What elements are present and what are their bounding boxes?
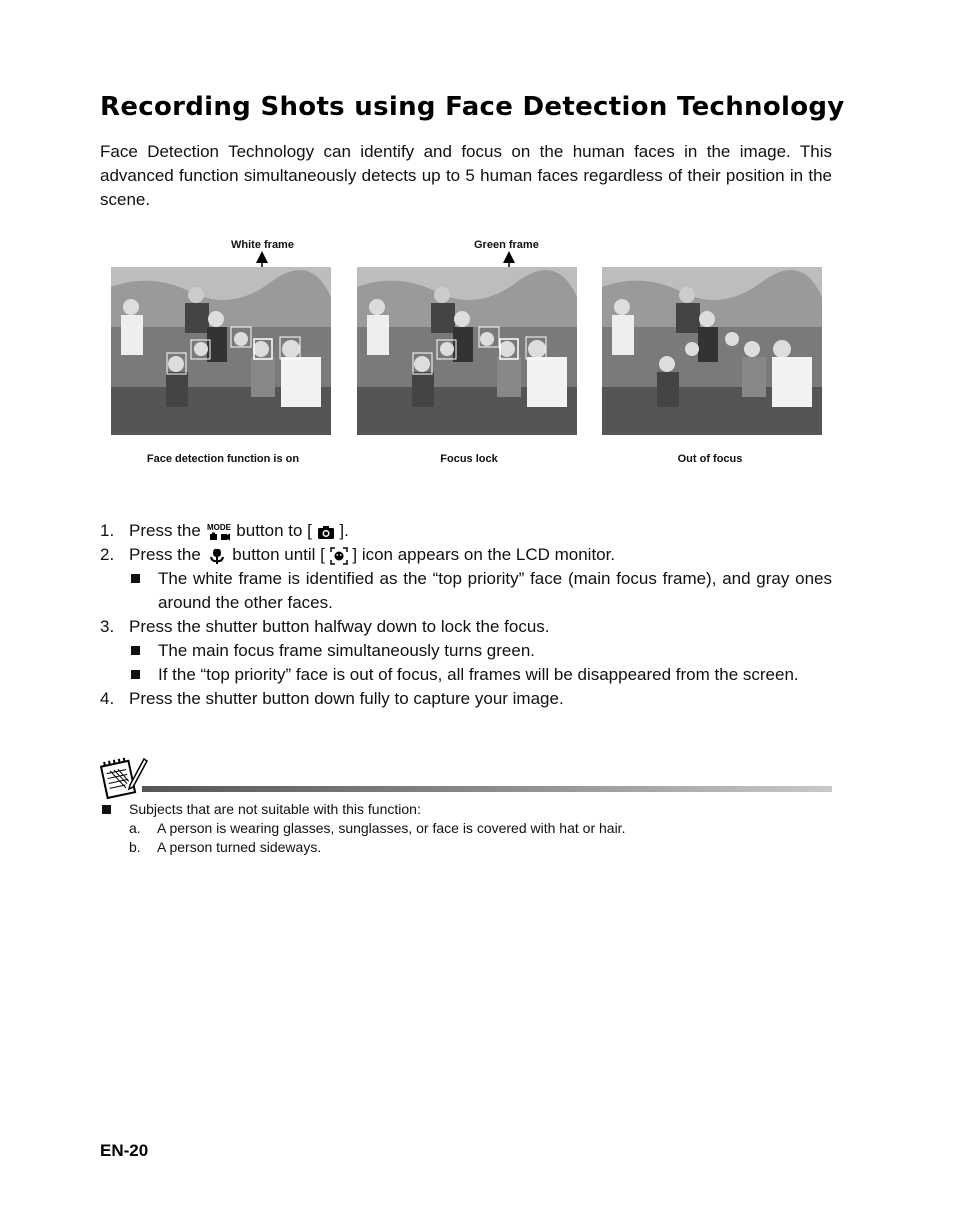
note-bullet: Subjects that are not suitable with this function:	[100, 800, 625, 819]
intro-paragraph: Face Detection Technology can identify and focus on the human faces in the image. This advanced function simultaneously detects up to 5 human faces regardless of their position in the scene.	[100, 142, 832, 209]
camera-icon	[317, 524, 335, 540]
step-4	[100, 687, 832, 711]
step-number: 1.	[100, 521, 115, 540]
step-text: Press the shutter button down fully to capture your image.	[129, 689, 564, 708]
note-divider	[142, 786, 832, 792]
step-2	[100, 543, 832, 567]
steps-list	[100, 519, 832, 711]
bullet-square	[129, 663, 158, 687]
note-item: a. A person is wearing glasses, sunglasses, or face is covered with hat or hair.	[129, 820, 626, 836]
green-frame-label: Green frame	[474, 239, 539, 251]
caption-face-detection-on: Face detection function is on	[146, 453, 300, 465]
caption-out-of-focus: Out of focus	[677, 453, 743, 465]
mode-button-icon	[206, 521, 232, 543]
note-item: b. A person turned sideways.	[129, 839, 322, 855]
macro-flower-icon	[206, 546, 228, 566]
step-1	[100, 519, 832, 543]
step-number: 4.	[100, 689, 115, 708]
bullet-square	[129, 639, 158, 663]
step-text: Press the MODE button to [ ].	[129, 519, 349, 543]
face-detect-icon	[330, 547, 348, 565]
step-number: 3.	[100, 617, 115, 636]
photo-face-detection-on	[111, 267, 331, 435]
step-number: 2.	[100, 545, 115, 564]
photo-out-of-focus	[602, 267, 822, 435]
note-pad-icon	[100, 755, 148, 799]
step-3-bullet: If the “top priority” face is out of focus, all frames will be disappeared from the screen.	[100, 663, 832, 687]
step-text: Press the shutter button halfway down to lock the focus.	[129, 617, 550, 636]
caption-focus-lock: Focus lock	[440, 453, 498, 465]
white-frame-label: White frame	[231, 239, 294, 251]
step-3-bullet: The main focus frame simultaneously turns green.	[100, 639, 832, 663]
step-3	[100, 615, 832, 639]
step-text: Press the button until [ ] icon appears on the LCD monitor.	[129, 545, 616, 564]
notes-section	[100, 800, 625, 857]
photo-focus-lock	[357, 267, 577, 435]
step-2-bullet: The white frame is identified as the “top priority” face (main focus frame), and gray ones around the other faces.	[100, 567, 832, 615]
svg-text:MODE: MODE	[206, 522, 231, 532]
bullet-square	[129, 567, 158, 615]
page-title: Recording Shots using Face Detection Technology	[100, 92, 845, 122]
page-number: EN-20	[100, 1141, 149, 1160]
bullet-square	[100, 800, 129, 819]
